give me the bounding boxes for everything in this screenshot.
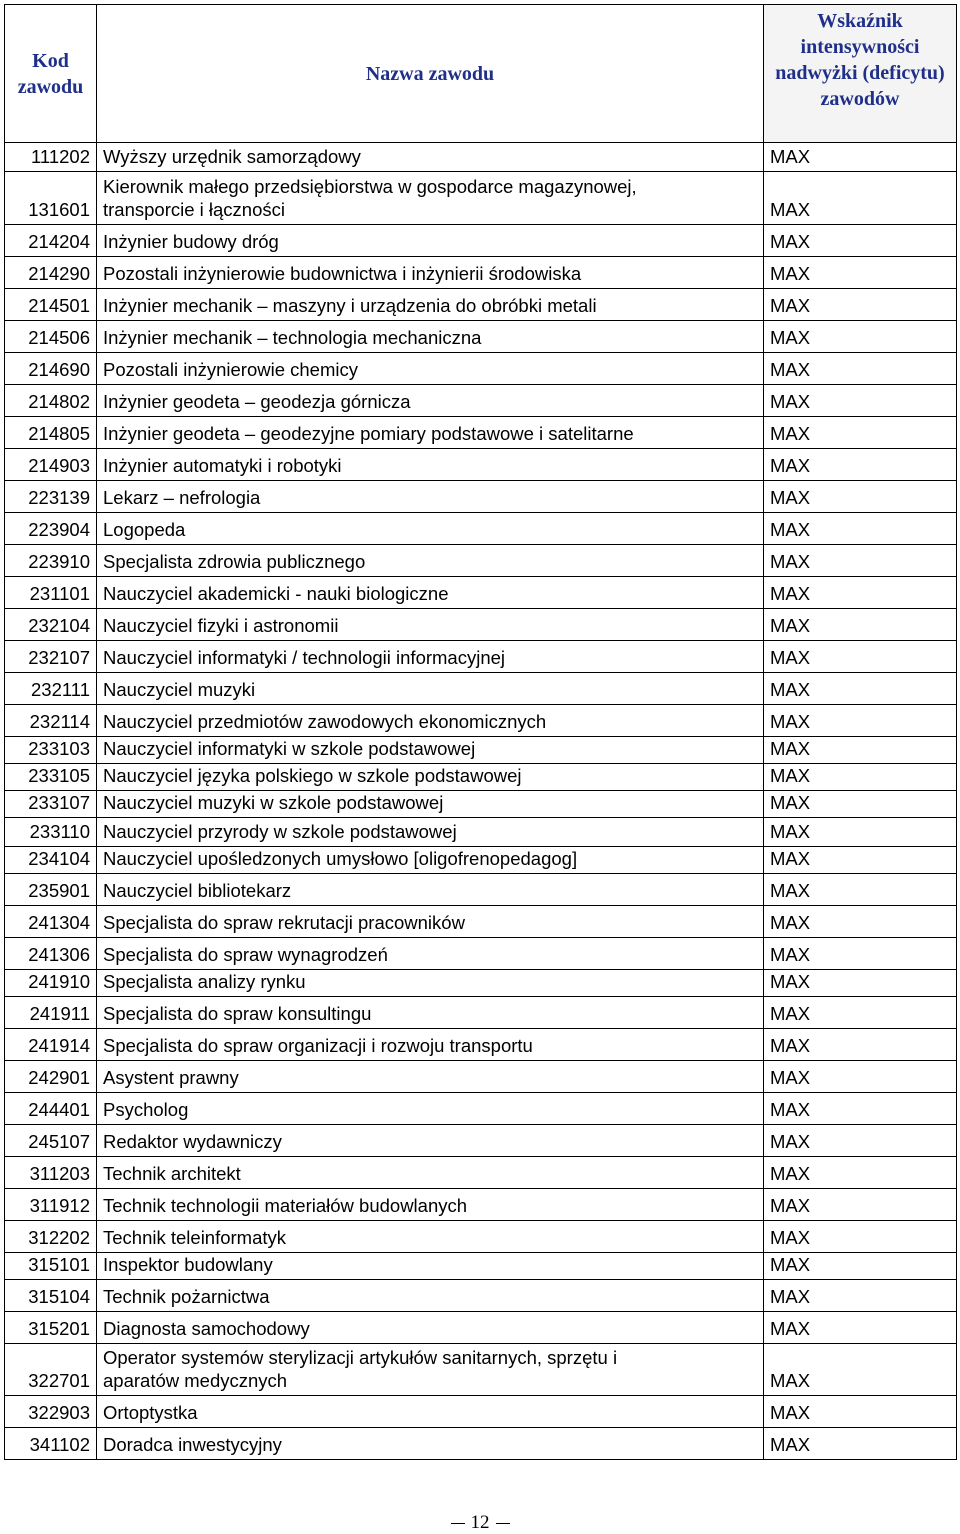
occupation-name: [97, 818, 764, 847]
intensity-indicator: MAX: [764, 1189, 957, 1221]
occupation-name: [97, 906, 764, 938]
occupation-name-line: Psycholog: [103, 1099, 189, 1120]
occupation-name-line: Specjalista do spraw rekrutacji pracowników: [103, 912, 465, 933]
intensity-indicator: MAX: [764, 641, 957, 673]
page-number: [0, 1512, 960, 1534]
occupation-name: [97, 1093, 764, 1125]
occupation-code: 214805: [5, 417, 97, 449]
occupation-name: [97, 289, 764, 321]
occupation-code: 131601: [5, 172, 97, 225]
table-row: [5, 818, 957, 847]
occupation-name-line: Kierownik małego przedsiębiorstwa w gospodarce magazynowej,: [103, 176, 637, 197]
intensity-indicator: MAX: [764, 847, 957, 874]
occupation-name-line: Nauczyciel przyrody w szkole podstawowej: [103, 821, 457, 842]
occupation-name-line: Inżynier mechanik – technologia mechaniczna: [103, 327, 482, 348]
occupation-name: [97, 257, 764, 289]
table-row: [5, 1093, 957, 1125]
occupation-name: [97, 143, 764, 172]
table-row: [5, 289, 957, 321]
occupation-name-line: Nauczyciel muzyki: [103, 679, 256, 700]
header-name: Nazwa zawodu: [97, 5, 764, 143]
intensity-indicator: MAX: [764, 289, 957, 321]
occupation-name-line: Logopeda: [103, 519, 186, 540]
occupation-name-line: Nauczyciel fizyki i astronomii: [103, 615, 339, 636]
dash-left: [451, 1523, 465, 1524]
occupation-code: 233105: [5, 764, 97, 791]
table-row: [5, 791, 957, 818]
intensity-indicator: MAX: [764, 1061, 957, 1093]
occupation-code: 315104: [5, 1280, 97, 1312]
occupation-name: [97, 997, 764, 1029]
table-row: [5, 1061, 957, 1093]
intensity-indicator: MAX: [764, 705, 957, 737]
occupation-name-line: Technik pożarnictwa: [103, 1286, 270, 1307]
dash-right: [496, 1523, 510, 1524]
header-indicator: Wskaźnik intensywności nadwyżki (deficytu) zawodów: [764, 5, 957, 143]
occupation-name-line: Inżynier geodeta – geodezja górnicza: [103, 391, 411, 412]
occupation-name: [97, 970, 764, 997]
occupation-name: [97, 847, 764, 874]
occupation-name-line: Inżynier automatyki i robotyki: [103, 455, 342, 476]
intensity-indicator: MAX: [764, 577, 957, 609]
table-row: [5, 673, 957, 705]
intensity-indicator: MAX: [764, 874, 957, 906]
occupation-code: 235901: [5, 874, 97, 906]
occupation-code: 214501: [5, 289, 97, 321]
intensity-indicator: MAX: [764, 1029, 957, 1061]
occupation-name-line: Nauczyciel bibliotekarz: [103, 880, 292, 901]
occupation-code: 232111: [5, 673, 97, 705]
occupation-code: 223904: [5, 513, 97, 545]
occupation-code: 214802: [5, 385, 97, 417]
table-row: [5, 641, 957, 673]
occupation-code: 234104: [5, 847, 97, 874]
intensity-indicator: MAX: [764, 1157, 957, 1189]
occupation-code: 241910: [5, 970, 97, 997]
intensity-indicator: MAX: [764, 791, 957, 818]
table-row: [5, 321, 957, 353]
occupations-table: [4, 4, 957, 1460]
occupation-code: 233107: [5, 791, 97, 818]
occupation-name: [97, 545, 764, 577]
table-row: [5, 417, 957, 449]
occupation-name-line: Wyższy urzędnik samorządowy: [103, 146, 361, 167]
occupation-code: 315101: [5, 1253, 97, 1280]
table-row: [5, 385, 957, 417]
occupation-name: [97, 764, 764, 791]
occupation-code: 231101: [5, 577, 97, 609]
occupation-code: 214903: [5, 449, 97, 481]
occupation-name-line: Doradca inwestycyjny: [103, 1434, 282, 1455]
occupation-name: [97, 577, 764, 609]
occupation-name-line: Inżynier geodeta – geodezyjne pomiary podstawowe i satelitarne: [103, 423, 634, 444]
occupation-name-line: Nauczyciel języka polskiego w szkole podstawowej: [103, 765, 522, 786]
table-row: [5, 481, 957, 513]
intensity-indicator: MAX: [764, 1221, 957, 1253]
table-row: [5, 449, 957, 481]
occupation-name-line: Technik architekt: [103, 1163, 241, 1184]
occupation-name: [97, 1061, 764, 1093]
table-row: [5, 513, 957, 545]
intensity-indicator: MAX: [764, 1344, 957, 1396]
occupation-code: 223910: [5, 545, 97, 577]
intensity-indicator: MAX: [764, 449, 957, 481]
occupation-name: [97, 641, 764, 673]
intensity-indicator: MAX: [764, 609, 957, 641]
occupation-code: 214290: [5, 257, 97, 289]
occupation-code: 214506: [5, 321, 97, 353]
occupation-name: [97, 1125, 764, 1157]
occupation-name-line: Nauczyciel akademicki - nauki biologiczne: [103, 583, 449, 604]
intensity-indicator: MAX: [764, 513, 957, 545]
table-row: [5, 609, 957, 641]
occupation-name: [97, 1221, 764, 1253]
occupation-name-line: Asystent prawny: [103, 1067, 239, 1088]
occupation-name-line: Pozostali inżynierowie chemicy: [103, 359, 358, 380]
occupation-code: 244401: [5, 1093, 97, 1125]
table-row: [5, 1428, 957, 1460]
occupation-code: 223139: [5, 481, 97, 513]
occupation-code: 241306: [5, 938, 97, 970]
occupation-name: [97, 1280, 764, 1312]
intensity-indicator: MAX: [764, 1093, 957, 1125]
table-row: [5, 847, 957, 874]
occupation-name-line: Nauczyciel informatyki / technologii informacyjnej: [103, 647, 506, 668]
intensity-indicator: MAX: [764, 417, 957, 449]
table-row: [5, 1029, 957, 1061]
occupation-name-line: transporcie i łączności: [103, 199, 285, 220]
occupation-code: 232104: [5, 609, 97, 641]
intensity-indicator: MAX: [764, 818, 957, 847]
table-row: [5, 1396, 957, 1428]
intensity-indicator: MAX: [764, 673, 957, 705]
header-code: Kod zawodu: [5, 5, 97, 143]
occupation-name: [97, 673, 764, 705]
occupation-code: 241304: [5, 906, 97, 938]
occupation-name-line: Specjalista zdrowia publicznego: [103, 551, 366, 572]
intensity-indicator: MAX: [764, 970, 957, 997]
intensity-indicator: MAX: [764, 353, 957, 385]
intensity-indicator: MAX: [764, 906, 957, 938]
occupation-name: [97, 417, 764, 449]
occupation-name-line: Nauczyciel informatyki w szkole podstawowej: [103, 738, 476, 759]
occupation-name-line: Technik technologii materiałów budowlanych: [103, 1195, 468, 1216]
occupation-code: 214690: [5, 353, 97, 385]
occupation-code: 311912: [5, 1189, 97, 1221]
occupation-name: [97, 172, 764, 225]
table-row: [5, 1189, 957, 1221]
occupation-name: [97, 481, 764, 513]
occupation-name: [97, 1428, 764, 1460]
occupation-name-line: Inżynier mechanik – maszyny i urządzenia do obróbki metali: [103, 295, 597, 316]
table-row: [5, 970, 957, 997]
intensity-indicator: MAX: [764, 481, 957, 513]
occupation-code: 214204: [5, 225, 97, 257]
occupation-code: 312202: [5, 1221, 97, 1253]
table-row: [5, 1221, 957, 1253]
occupation-code: 322903: [5, 1396, 97, 1428]
occupation-code: 315201: [5, 1312, 97, 1344]
table-row: [5, 225, 957, 257]
occupation-name: [97, 609, 764, 641]
occupation-name-line: Ortoptystka: [103, 1402, 198, 1423]
table-row: [5, 143, 957, 172]
page-number-value: 12: [470, 1512, 490, 1533]
table-body: [5, 143, 957, 1460]
table-row: [5, 1125, 957, 1157]
occupation-name: [97, 938, 764, 970]
intensity-indicator: MAX: [764, 321, 957, 353]
table-row: [5, 1157, 957, 1189]
table-row: [5, 705, 957, 737]
occupation-code: 241914: [5, 1029, 97, 1061]
table-row: [5, 172, 957, 225]
intensity-indicator: MAX: [764, 385, 957, 417]
occupation-name: [97, 1396, 764, 1428]
table-row: [5, 737, 957, 764]
occupation-code: 322701: [5, 1344, 97, 1396]
occupation-name: [97, 385, 764, 417]
table-row: [5, 257, 957, 289]
occupation-name: [97, 1253, 764, 1280]
table-row: [5, 938, 957, 970]
occupation-name: [97, 705, 764, 737]
intensity-indicator: MAX: [764, 257, 957, 289]
occupation-name: [97, 513, 764, 545]
occupation-name: [97, 791, 764, 818]
occupation-code: 241911: [5, 997, 97, 1029]
occupation-name-line: Specjalista do spraw organizacji i rozwoju transportu: [103, 1035, 533, 1056]
occupation-code: 233103: [5, 737, 97, 764]
occupation-code: 311203: [5, 1157, 97, 1189]
occupation-name-line: aparatów medycznych: [103, 1370, 288, 1391]
table-row: [5, 1344, 957, 1396]
occupation-code: 242901: [5, 1061, 97, 1093]
occupation-name-line: Operator systemów sterylizacji artykułów sanitarnych, sprzętu i: [103, 1347, 618, 1368]
occupation-name-line: Specjalista analizy rynku: [103, 971, 306, 992]
intensity-indicator: MAX: [764, 737, 957, 764]
table-row: [5, 874, 957, 906]
occupation-code: 341102: [5, 1428, 97, 1460]
table-row: [5, 545, 957, 577]
occupation-name-line: Nauczyciel upośledzonych umysłowo [oligofrenopedagog]: [103, 848, 578, 869]
header-row: [5, 5, 957, 143]
occupation-name-line: Nauczyciel przedmiotów zawodowych ekonomicznych: [103, 711, 547, 732]
intensity-indicator: MAX: [764, 1280, 957, 1312]
occupation-name-line: Diagnosta samochodowy: [103, 1318, 310, 1339]
occupation-name-line: Specjalista do spraw wynagrodzeń: [103, 944, 388, 965]
occupation-name: [97, 449, 764, 481]
intensity-indicator: MAX: [764, 172, 957, 225]
intensity-indicator: MAX: [764, 764, 957, 791]
intensity-indicator: MAX: [764, 1125, 957, 1157]
intensity-indicator: MAX: [764, 1396, 957, 1428]
occupation-name: [97, 1029, 764, 1061]
occupation-name: [97, 874, 764, 906]
table-row: [5, 1280, 957, 1312]
intensity-indicator: MAX: [764, 938, 957, 970]
table-row: [5, 906, 957, 938]
occupation-code: 233110: [5, 818, 97, 847]
occupation-code: 232107: [5, 641, 97, 673]
occupation-name-line: Pozostali inżynierowie budownictwa i inżynierii środowiska: [103, 263, 582, 284]
occupation-name: [97, 1344, 764, 1396]
intensity-indicator: MAX: [764, 143, 957, 172]
intensity-indicator: MAX: [764, 997, 957, 1029]
table-row: [5, 353, 957, 385]
intensity-indicator: MAX: [764, 545, 957, 577]
occupation-name: [97, 321, 764, 353]
intensity-indicator: MAX: [764, 225, 957, 257]
occupation-name-line: Technik teleinformatyk: [103, 1227, 287, 1248]
occupation-name: [97, 353, 764, 385]
occupation-name-line: Inżynier budowy dróg: [103, 231, 279, 252]
table-row: [5, 1253, 957, 1280]
intensity-indicator: MAX: [764, 1428, 957, 1460]
occupation-name: [97, 1189, 764, 1221]
occupation-name: [97, 1312, 764, 1344]
occupation-code: 111202: [5, 143, 97, 172]
occupation-name-line: Redaktor wydawniczy: [103, 1131, 282, 1152]
occupation-code: 232114: [5, 705, 97, 737]
occupation-name: [97, 737, 764, 764]
table-row: [5, 577, 957, 609]
table-row: [5, 997, 957, 1029]
intensity-indicator: MAX: [764, 1312, 957, 1344]
table-row: [5, 1312, 957, 1344]
occupation-name-line: Specjalista do spraw konsultingu: [103, 1003, 372, 1024]
occupation-name-line: Lekarz – nefrologia: [103, 487, 261, 508]
table-row: [5, 764, 957, 791]
occupation-code: 245107: [5, 1125, 97, 1157]
occupation-name: [97, 225, 764, 257]
occupation-name: [97, 1157, 764, 1189]
occupation-name-line: Nauczyciel muzyki w szkole podstawowej: [103, 792, 444, 813]
occupation-name-line: Inspektor budowlany: [103, 1254, 273, 1275]
intensity-indicator: MAX: [764, 1253, 957, 1280]
